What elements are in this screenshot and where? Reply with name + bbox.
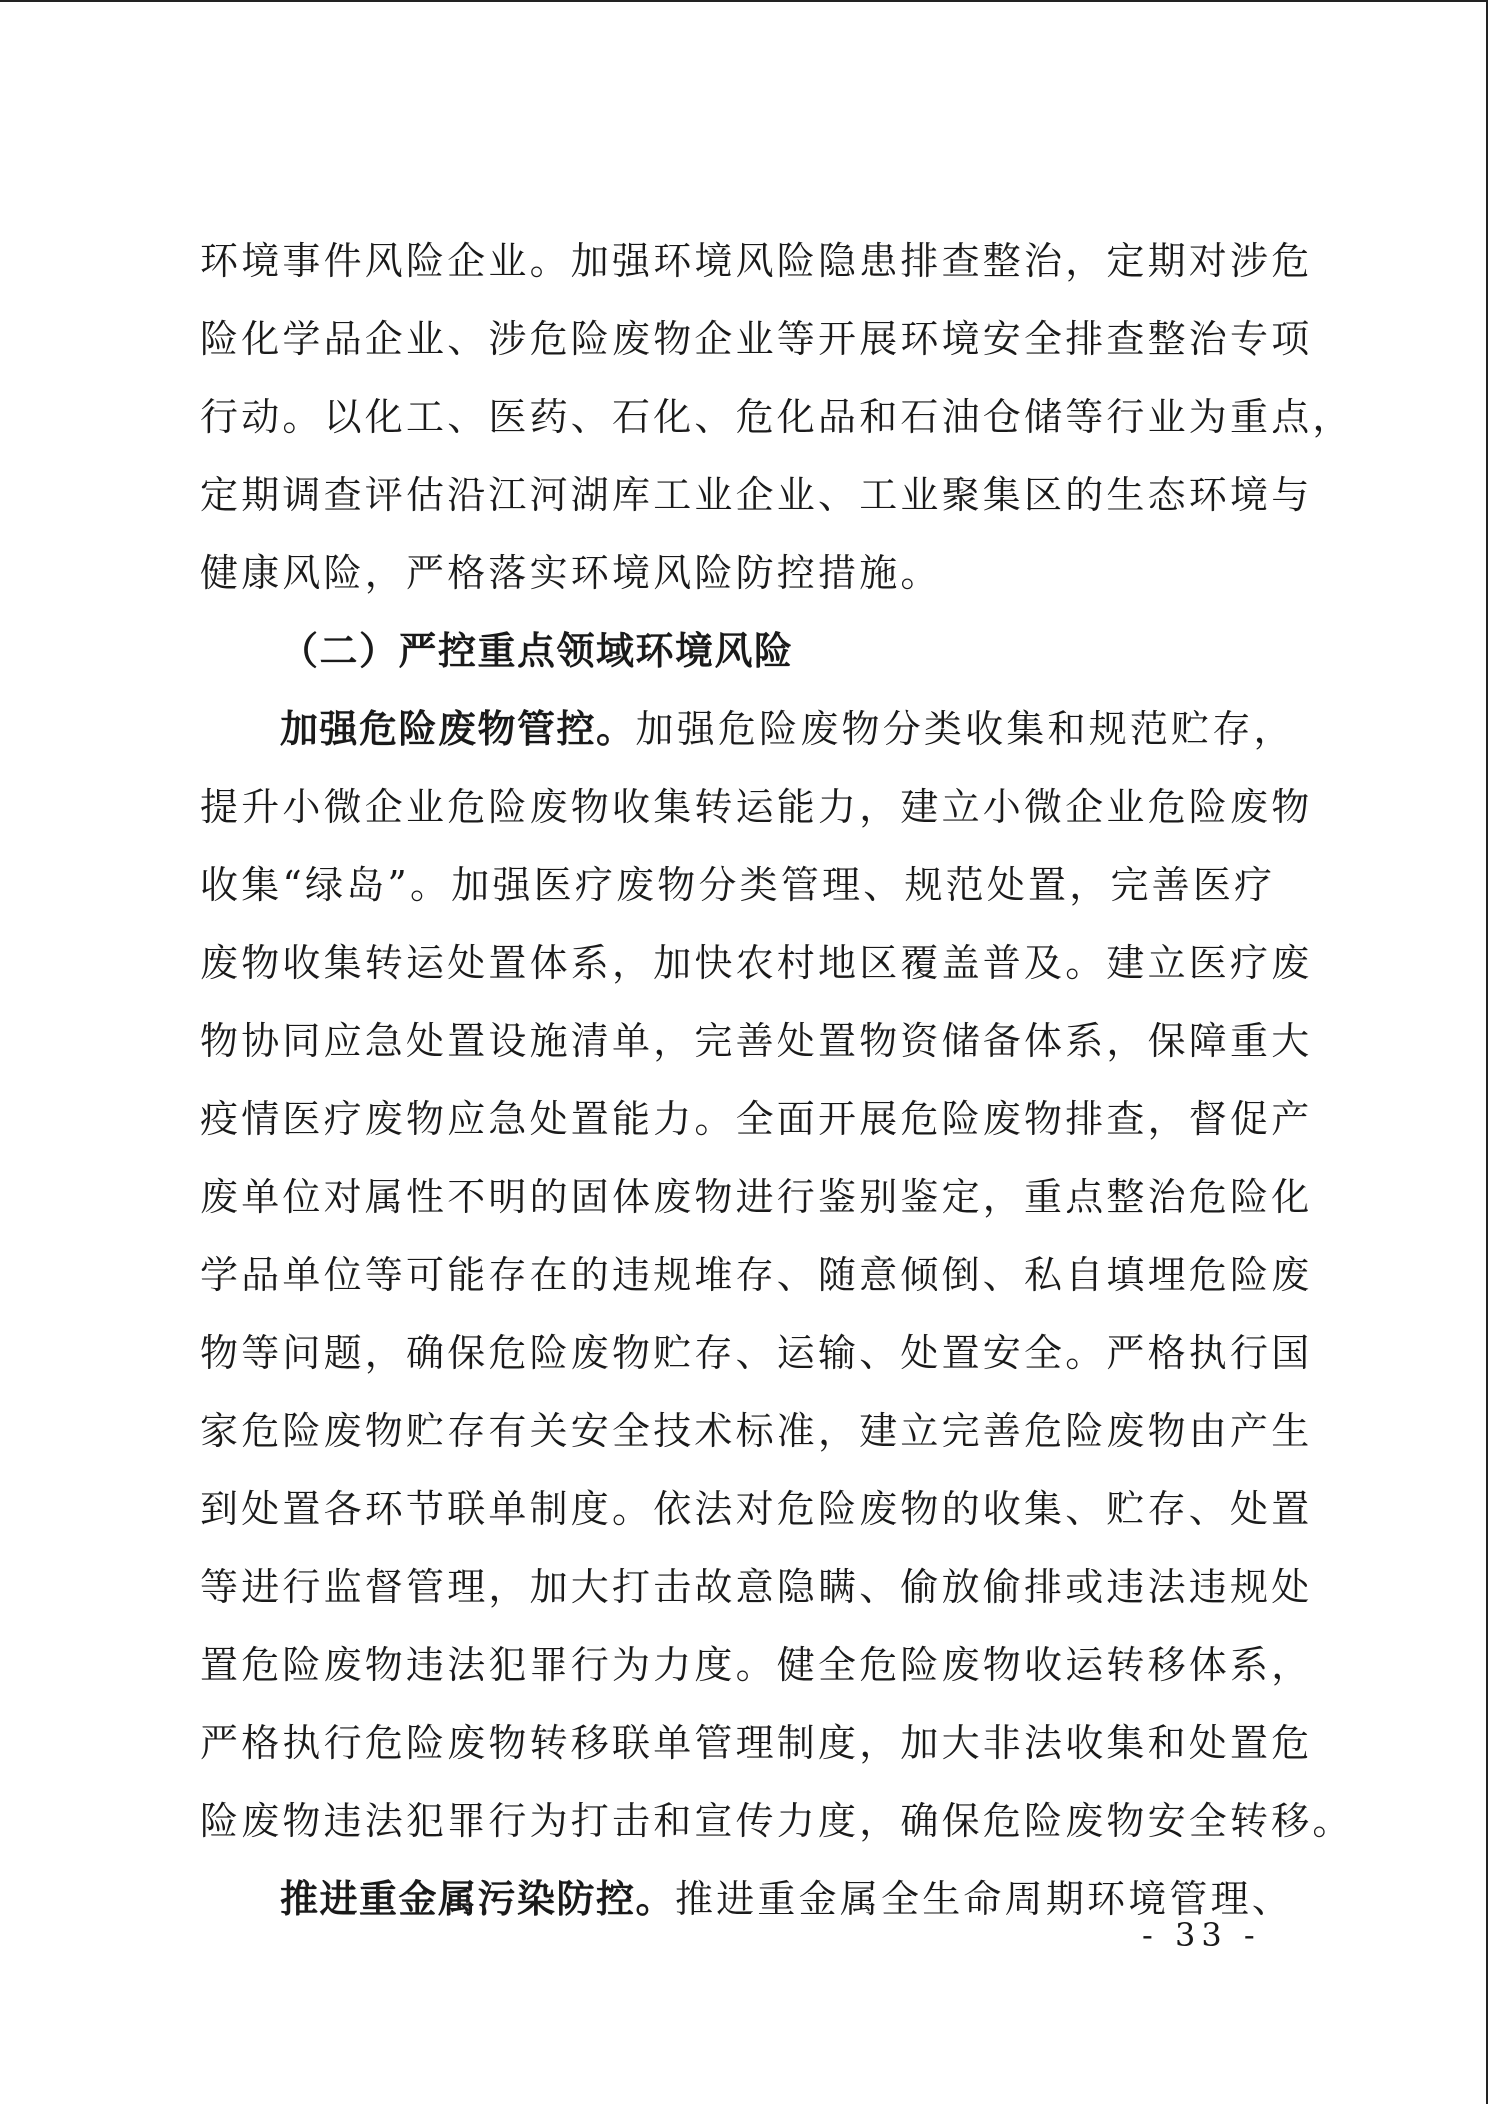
paragraph-line: 废单位对属性不明的固体废物进行鉴别鉴定，重点整治危险化 (200, 1175, 1313, 1219)
paragraph-line: 物协同应急处置设施清单，完善处置物资储备体系，保障重大 (200, 1019, 1313, 1063)
paragraph-lead: 加强危险废物管控。 (280, 707, 636, 751)
paragraph-line: 到处置各环节联单制度。依法对危险废物的收集、贮存、处置 (200, 1487, 1313, 1531)
paragraph-line: 疫情医疗废物应急处置能力。全面开展危险废物排查，督促产 (200, 1097, 1313, 1141)
paragraph-line: 收集“绿岛”。加强医疗废物分类管理、规范处置，完善医疗 (200, 863, 1276, 907)
paragraph-line: 废物收集转运处置体系，加快农村地区覆盖普及。建立医疗废 (200, 941, 1313, 985)
paragraph-line: 险废物违法犯罪行为打击和宣传力度，确保危险废物安全转移。 (200, 1799, 1354, 1843)
paragraph-line: 定期调查评估沿江河湖库工业企业、工业聚集区的生态环境与 (200, 473, 1313, 517)
document-body (200, 222, 1354, 1938)
paragraph-line: 置危险废物违法犯罪行为力度。健全危险废物收运转移体系， (200, 1643, 1313, 1687)
paragraph-lead: 推进重金属污染防控。 (280, 1877, 676, 1921)
paragraph-text: 加强危险废物分类收集和规范贮存， (635, 707, 1295, 751)
paragraph-line: 健康风险，严格落实环境风险防控措施。 (200, 551, 942, 595)
paragraph-line: 严格执行危险废物转移联单管理制度，加大非法收集和处置危 (200, 1721, 1313, 1765)
paragraph-line: 险化学品企业、涉危险废物企业等开展环境安全排查整治专项 (200, 317, 1313, 361)
paragraph-text: 推进重金属全生命周期环境管理、 (675, 1877, 1294, 1921)
page-number: - 33 - (1142, 1916, 1261, 1954)
paragraph-first-line (200, 690, 1295, 768)
paragraph-line: 环境事件风险企业。加强环境风险隐患排查整治，定期对涉危 (200, 239, 1313, 283)
paragraph-line: 物等问题，确保危险废物贮存、运输、处置安全。严格执行国 (200, 1331, 1313, 1375)
paragraph-line: 等进行监督管理，加大打击故意隐瞒、偷放偷排或违法违规处 (200, 1565, 1313, 1609)
paragraph-line: 家危险废物贮存有关安全技术标准，建立完善危险废物由产生 (200, 1409, 1313, 1453)
paragraph-line: 提升小微企业危险废物收集转运能力，建立小微企业危险废物 (200, 785, 1313, 829)
paragraph-line: 行动。以化工、医药、石化、危化品和石油仓储等行业为重点， (200, 395, 1354, 439)
section-heading: （二）严控重点领域环境风险 (280, 629, 794, 673)
paragraph-line: 学品单位等可能存在的违规堆存、随意倾倒、私自填埋危险废 (200, 1253, 1313, 1297)
paragraph-first-line (200, 1860, 1294, 1938)
